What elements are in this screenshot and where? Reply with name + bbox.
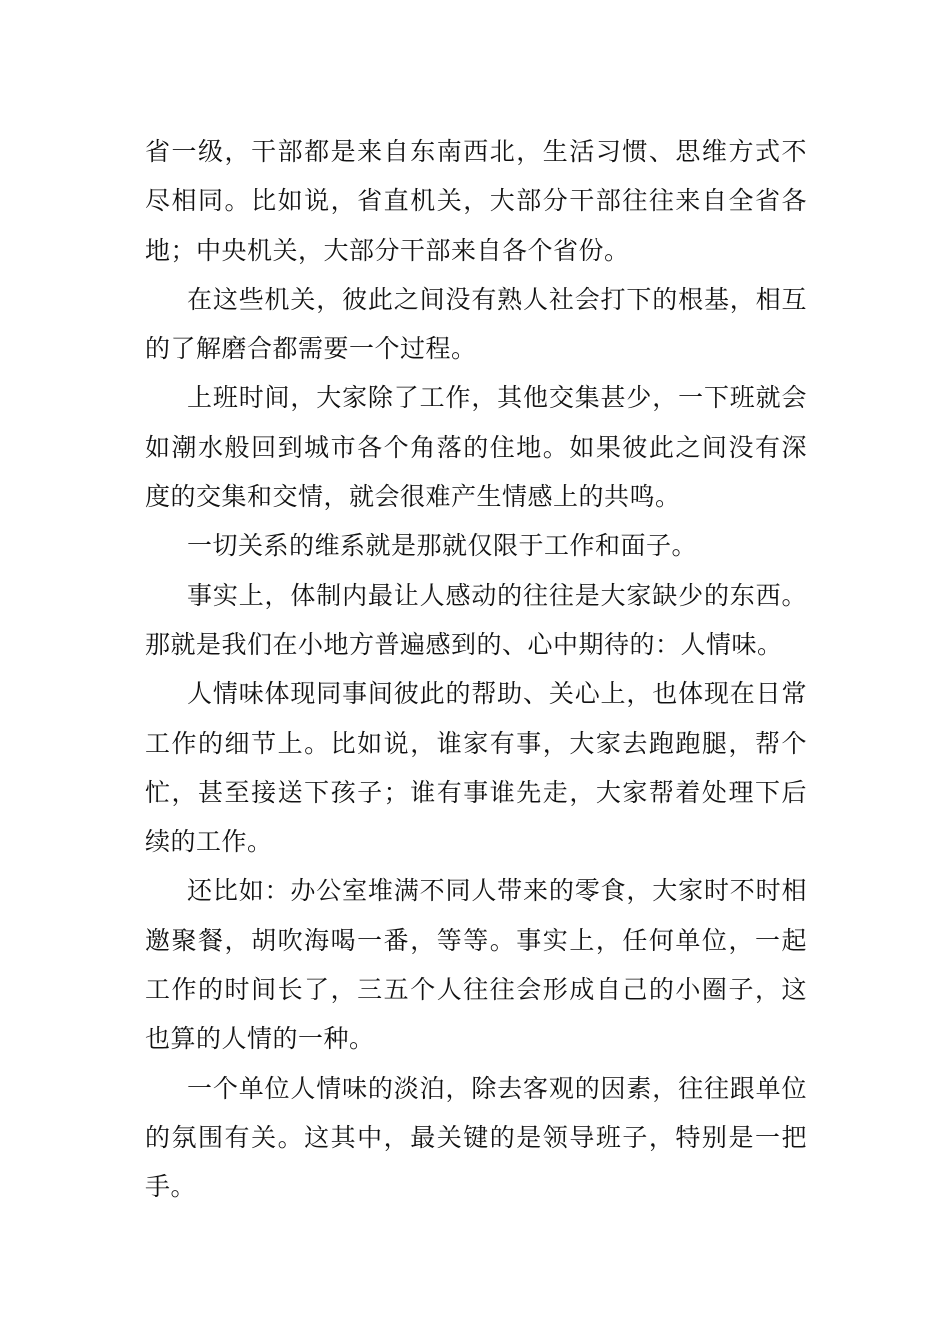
paragraph: 人情味体现同事间彼此的帮助、关心上，也体现在日常工作的细节上。比如说，谁家有事，大家去跑跑腿，帮个忙，甚至接送下孩子；谁有事谁先走，大家帮着处理下后续的工作。 bbox=[145, 679, 807, 857]
paragraph: 一个单位人情味的淡泊，除去客观的因素，往往跟单位的氛围有关。这其中，最关键的是领导班子，特别是一把手。 bbox=[145, 1073, 807, 1202]
paragraph: 一切关系的维系就是那就仅限于工作和面子。 bbox=[187, 531, 698, 561]
paragraph: 事实上，体制内最让人感动的往往是大家缺少的东西。那就是我们在小地方普遍感到的、心中期待的：人情味。 bbox=[145, 580, 807, 659]
paragraph: 上班时间，大家除了工作，其他交集甚少，一下班就会如潮水般回到城市各个角落的住地。如果彼此之间没有深度的交集和交情，就会很难产生情感上的共鸣。 bbox=[145, 383, 807, 512]
paragraph: 还比如：办公室堆满不同人带来的零食，大家时不时相邀聚餐，胡吹海喝一番，等等。事实上，任何单位，一起工作的时间长了，三五个人往往会形成自己的小圈子，这也算的人情的一种。 bbox=[145, 876, 807, 1054]
paragraph: 在这些机关，彼此之间没有熟人社会打下的根基，相互的了解磨合都需要一个过程。 bbox=[145, 284, 807, 364]
document-page bbox=[145, 127, 807, 1212]
paragraph-continuation: 省一级，干部都是来自东南西北，生活习惯、思维方式不尽相同。比如说，省直机关，大部分干部往往来自全省各地；中央机关，大部分干部来自各个省份。 bbox=[145, 137, 807, 265]
